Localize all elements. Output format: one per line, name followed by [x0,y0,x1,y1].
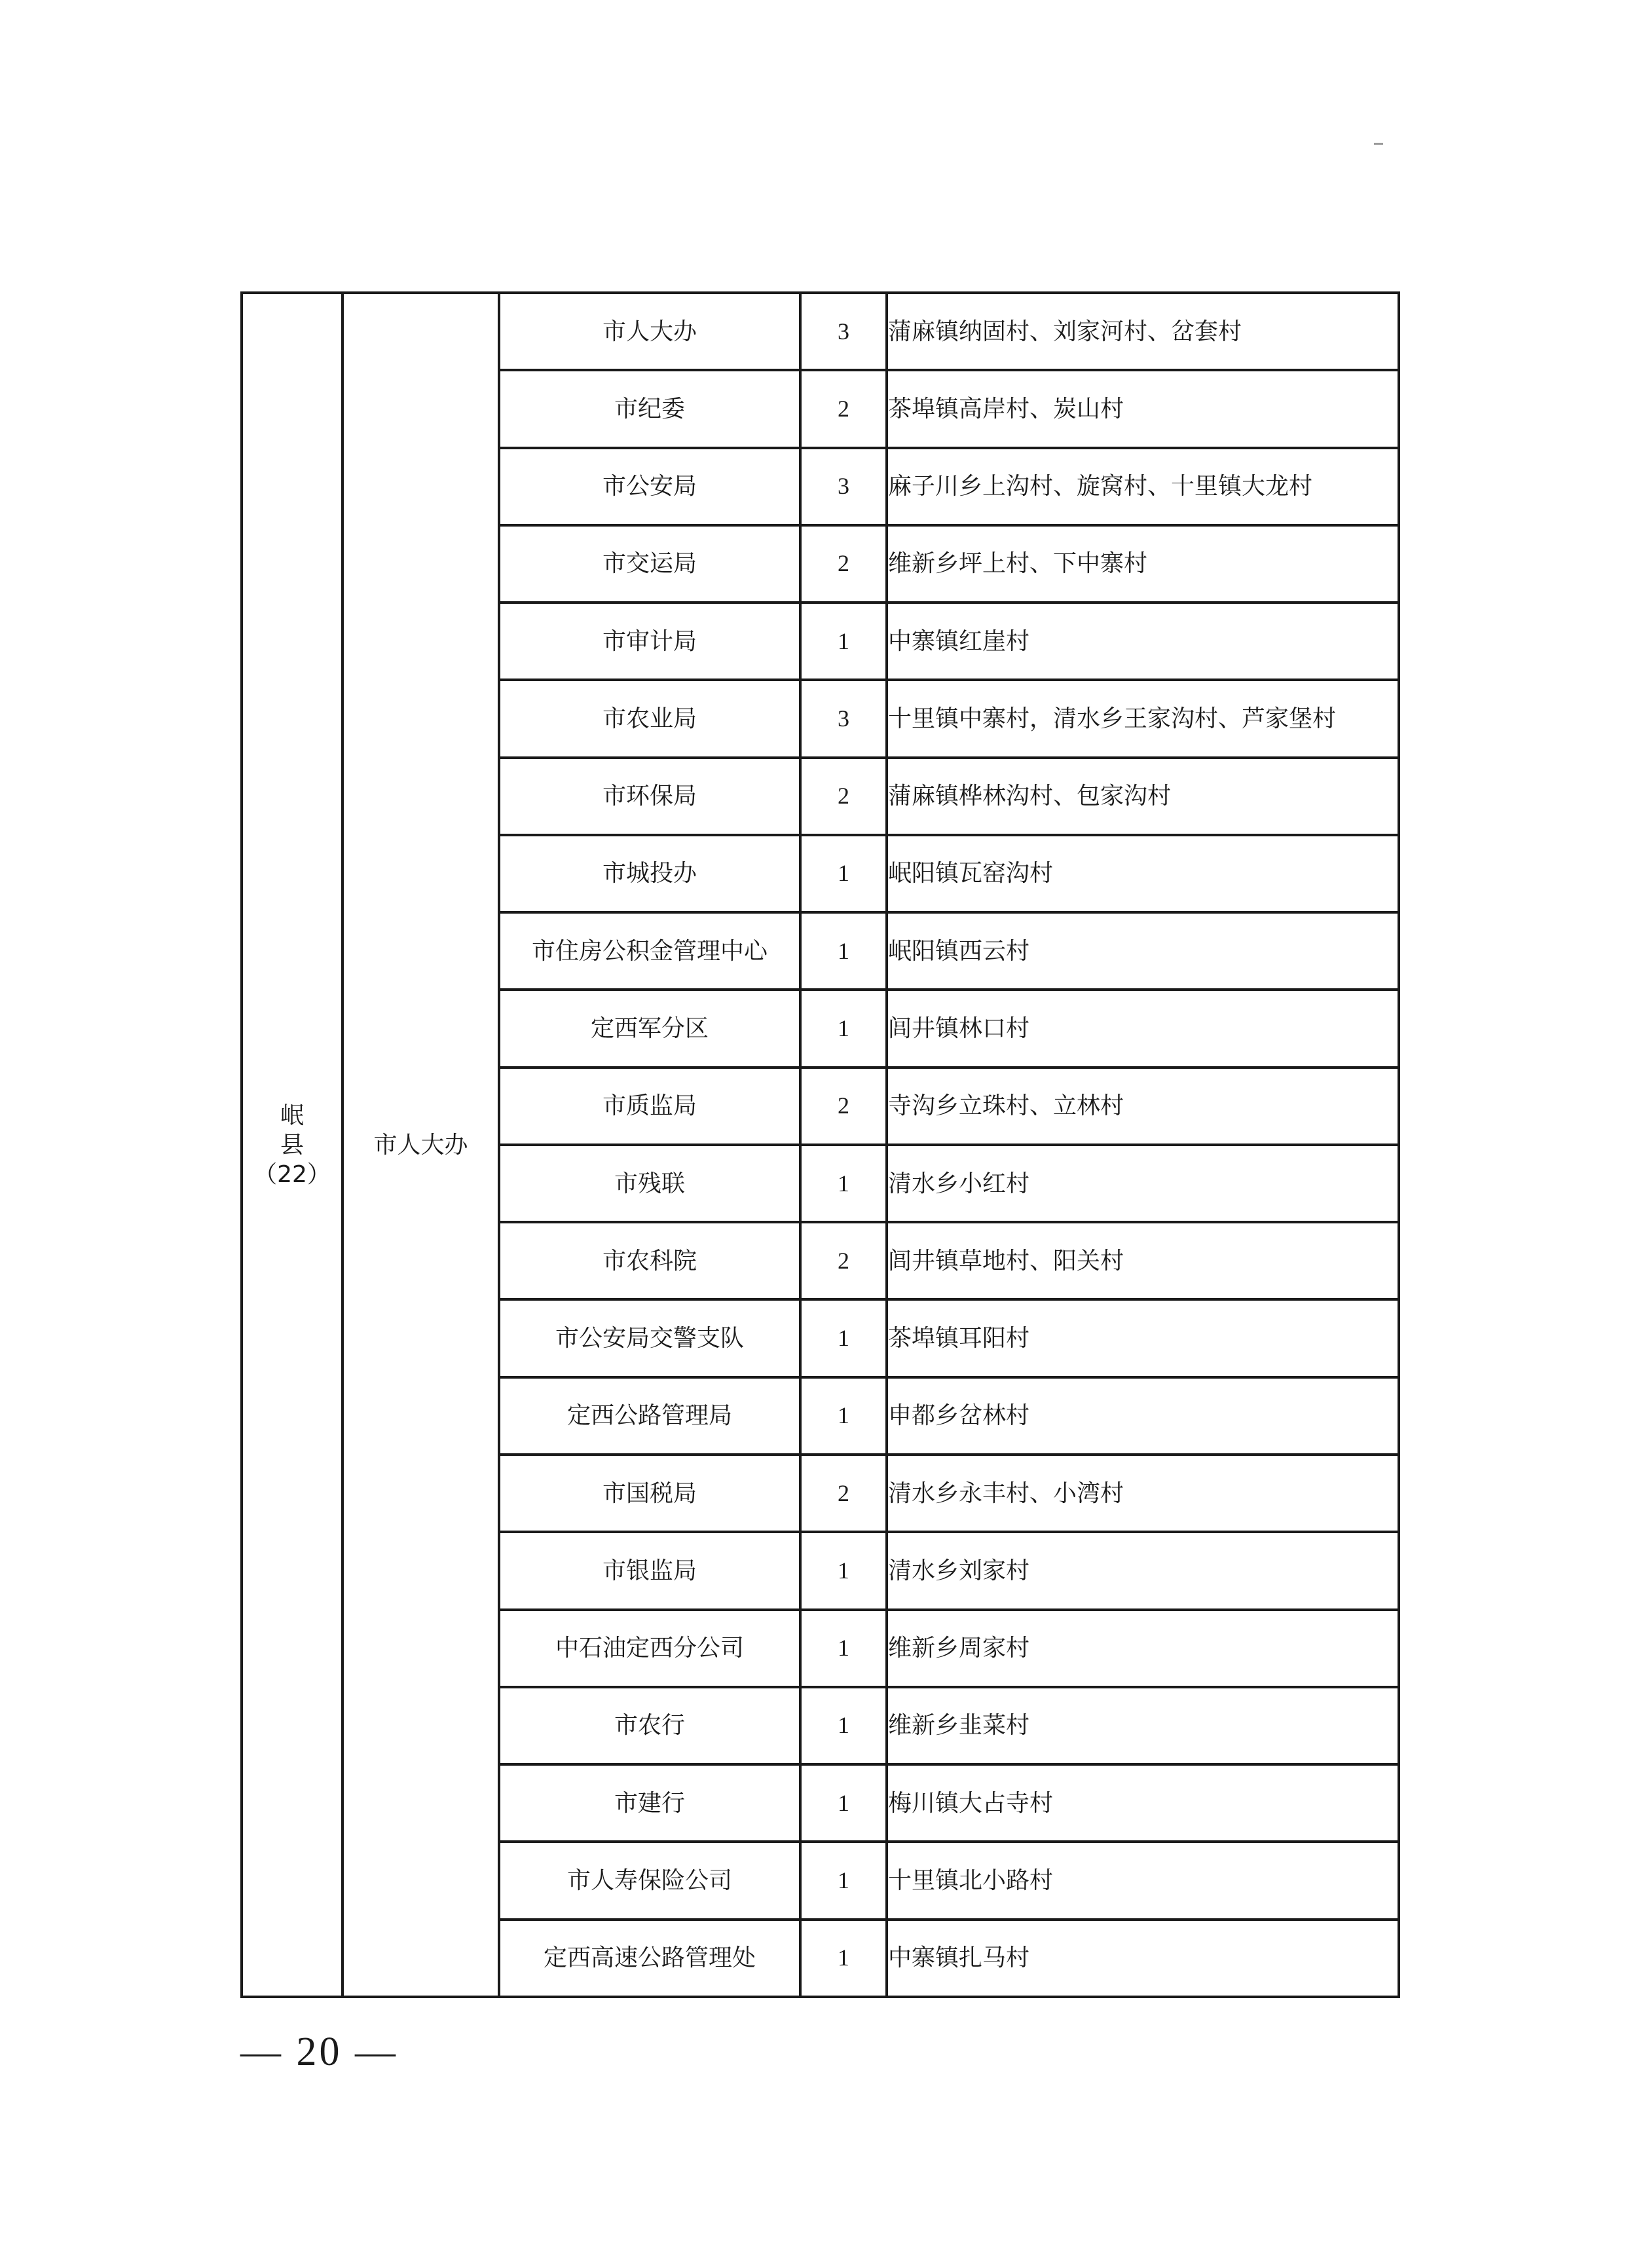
village-cell: 岷阳镇瓦窑沟村 [887,835,1399,912]
county-name: 岷县 [280,1102,330,1159]
village-cell: 中寨镇红崖村 [887,603,1399,680]
unit-cell: 市农科院 [499,1222,800,1299]
village-cell: 维新乡周家村 [887,1610,1399,1687]
village-cell: 十里镇北小路村 [887,1842,1399,1919]
village-cell: 清水乡刘家村 [887,1532,1399,1609]
unit-cell: 市建行 [499,1764,800,1842]
unit-cell: 市国税局 [499,1455,800,1532]
page-number: — 20 — [240,2030,398,2074]
village-cell: 寺沟乡立珠村、立林村 [887,1068,1399,1145]
count-cell: 1 [800,990,887,1067]
count-cell: 1 [800,912,887,990]
unit-cell: 定西高速公路管理处 [499,1920,800,1997]
count-cell: 3 [800,448,887,525]
count-cell: 1 [800,1299,887,1377]
count-cell: 3 [800,293,887,370]
unit-cell: 市纪委 [499,370,800,447]
count-cell: 1 [800,1920,887,1997]
village-cell: 蒲麻镇纳固村、刘家河村、岔套村 [887,293,1399,370]
unit-cell: 市公安局交警支队 [499,1299,800,1377]
count-cell: 2 [800,758,887,835]
count-cell: 2 [800,1455,887,1532]
unit-cell: 市公安局 [499,448,800,525]
count-cell: 3 [800,680,887,757]
unit-cell: 定西军分区 [499,990,800,1067]
village-cell: 清水乡小红村 [887,1145,1399,1222]
scan-mark [1374,143,1383,145]
village-cell: 蒲麻镇桦林沟村、包家沟村 [887,758,1399,835]
count-cell: 1 [800,1532,887,1609]
count-cell: 2 [800,1068,887,1145]
county-cell [242,293,343,1997]
count-cell: 2 [800,525,887,603]
village-cell: 中寨镇扎马村 [887,1920,1399,1997]
village-cell: 茶埠镇高岸村、炭山村 [887,370,1399,447]
count-cell: 2 [800,370,887,447]
unit-cell: 市环保局 [499,758,800,835]
assignment-table-body [242,293,1399,1997]
unit-cell: 市住房公积金管理中心 [499,912,800,990]
village-cell: 茶埠镇耳阳村 [887,1299,1399,1377]
village-cell: 闾井镇草地村、阳关村 [887,1222,1399,1299]
count-cell: 1 [800,1145,887,1222]
unit-cell: 市审计局 [499,603,800,680]
unit-cell: 市银监局 [499,1532,800,1609]
village-cell: 梅川镇大占寺村 [887,1764,1399,1842]
table-row [242,293,1399,370]
unit-cell: 市人大办 [499,293,800,370]
count-cell: 1 [800,603,887,680]
county-count: （22） [253,1161,331,1188]
village-cell: 十里镇中寨村，清水乡王家沟村、芦家堡村 [887,680,1399,757]
village-cell: 闾井镇林口村 [887,990,1399,1067]
village-cell: 岷阳镇西云村 [887,912,1399,990]
count-cell: 1 [800,1842,887,1919]
count-cell: 1 [800,835,887,912]
unit-cell: 定西公路管理局 [499,1377,800,1455]
lead-unit-cell: 市人大办 [343,293,499,1997]
unit-cell: 市人寿保险公司 [499,1842,800,1919]
unit-cell: 市交运局 [499,525,800,603]
unit-cell: 市城投办 [499,835,800,912]
unit-cell: 中石油定西分公司 [499,1610,800,1687]
assignment-table [240,291,1400,1998]
unit-cell: 市残联 [499,1145,800,1222]
village-cell: 维新乡坪上村、下中寨村 [887,525,1399,603]
count-cell: 1 [800,1610,887,1687]
village-cell: 清水乡永丰村、小湾村 [887,1455,1399,1532]
village-cell: 麻子川乡上沟村、旋窝村、十里镇大龙村 [887,448,1399,525]
unit-cell: 市农行 [499,1687,800,1764]
count-cell: 1 [800,1687,887,1764]
count-cell: 2 [800,1222,887,1299]
count-cell: 1 [800,1377,887,1455]
village-cell: 申都乡岔林村 [887,1377,1399,1455]
count-cell: 1 [800,1764,887,1842]
village-cell: 维新乡韭菜村 [887,1687,1399,1764]
unit-cell: 市质监局 [499,1068,800,1145]
unit-cell: 市农业局 [499,680,800,757]
